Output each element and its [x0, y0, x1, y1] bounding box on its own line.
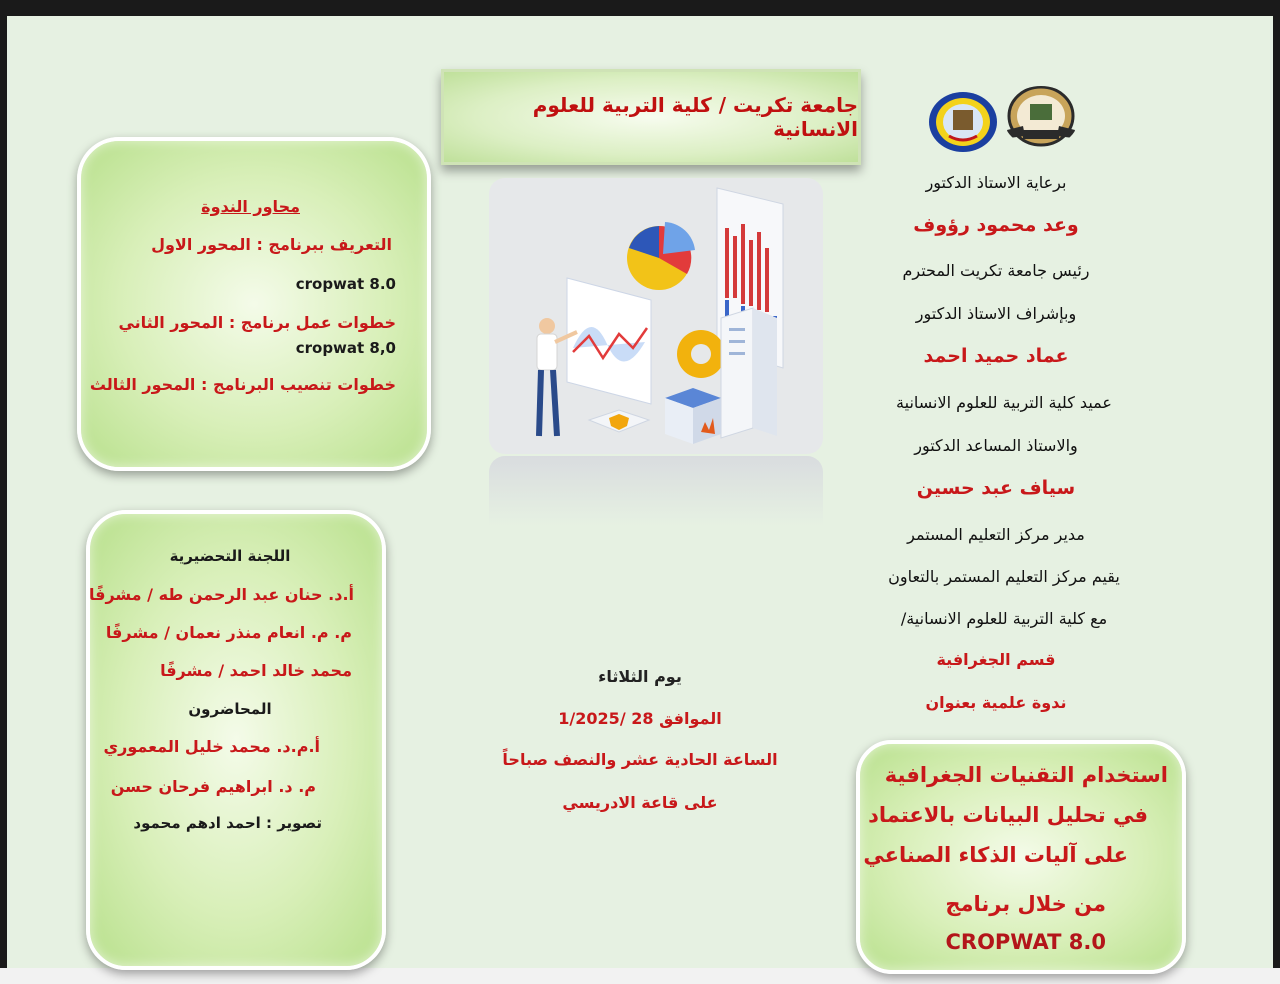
patronage-line-2: وبإشراف الاستاذ الدكتور: [915, 304, 1077, 323]
organizer-line-1: يقيم مركز التعليم المستمر بالتعاون: [888, 567, 1120, 586]
axis-2-software: cropwat 8,0: [295, 339, 396, 357]
axis-1-software: cropwat 8.0: [295, 275, 396, 293]
patronage-line-3: والاستاذ المساعد الدكتور: [914, 436, 1078, 455]
seminar-title-line-3: على آليات الذكاء الصناعي: [863, 843, 1128, 867]
seminar-title-line-1: استخدام التقنيات الجغرافية: [884, 763, 1168, 787]
illustration-reflection: [489, 456, 823, 526]
page-title: جامعة تكريت / كلية التربية للعلوم الانسانية: [532, 93, 858, 141]
schedule-time: الساعة الحادية عشر والنصف صباحاً: [502, 750, 778, 769]
college-logo-icon: [927, 90, 999, 154]
patron-role-1: رئيس جامعة تكريت المحترم: [902, 261, 1090, 280]
committee-member-1: أ.د. حنان عبد الرحمن طه / مشرفًا: [88, 585, 354, 604]
patron-role-2: عميد كلية التربية للعلوم الانسانية: [896, 393, 1112, 412]
window-top-bar: [0, 0, 1280, 16]
patron-name-1: وعد محمود رؤوف: [913, 214, 1079, 236]
seminar-title-line-2: في تحليل البيانات بالاعتماد: [868, 803, 1148, 827]
patron-name-2: عماد حميد احمد: [923, 345, 1069, 367]
schedule-day: يوم الثلاثاء: [598, 667, 682, 686]
lecturers-heading: المحاضرون: [188, 700, 272, 718]
schedule-date: الموافق 28 /1/2025: [558, 709, 722, 728]
axes-box: [77, 137, 431, 471]
committee-member-3: محمد خالد احمد / مشرفًا: [160, 661, 352, 680]
lecturer-2: م. د. ابراهيم فرحان حسن: [110, 777, 316, 796]
photographer: تصوير : احمد ادهم محمود: [133, 814, 322, 832]
patron-name-3: سياف عبد حسين: [916, 477, 1076, 499]
patronage-line-1: برعاية الاستاذ الدكتور: [925, 173, 1067, 192]
axis-2: خطوات عمل برنامج : المحور الثاني: [118, 313, 396, 332]
committee-member-2: م. م. انعام منذر نعمان / مشرفًا: [105, 623, 352, 642]
seminar-title-line-4: من خلال برنامج: [945, 892, 1106, 916]
university-seal-icon: [1003, 86, 1079, 148]
axis-3: خطوات تنصيب البرنامج : المحور الثالث: [89, 375, 396, 394]
axes-heading: محاور الندوة: [201, 197, 300, 216]
data-analytics-illustration: [489, 178, 823, 454]
seminar-title-line-5: CROPWAT 8.0: [945, 930, 1106, 954]
patron-role-3: مدير مركز التعليم المستمر: [907, 525, 1085, 544]
seminar-label: ندوة علمية بعنوان: [925, 693, 1067, 712]
organizer-line-2: مع كلية التربية للعلوم الانسانية/: [900, 609, 1108, 628]
axis-1: التعريف ببرنامج : المحور الاول: [151, 235, 392, 254]
lecturer-1: أ.م.د. محمد خليل المعموري: [103, 737, 320, 756]
schedule-place: على قاعة الادريسي: [562, 793, 718, 812]
committee-heading: اللجنة التحضيرية: [169, 547, 291, 565]
department-name: قسم الجغرافية: [936, 650, 1056, 669]
header-title-box: [441, 69, 861, 165]
